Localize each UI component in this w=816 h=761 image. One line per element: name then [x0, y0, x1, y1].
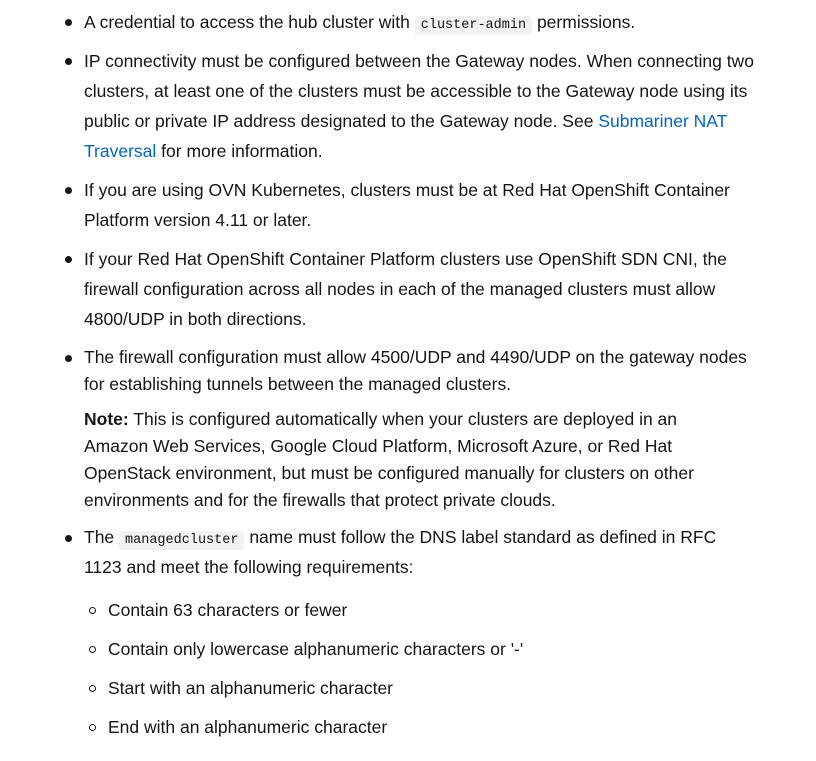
sub-item-end-alphanumeric [108, 712, 748, 742]
sub-item-text: Contain 63 characters or fewer [108, 600, 348, 620]
hollow-bullet-icon [89, 646, 96, 653]
list-item-ovn-kubernetes [84, 175, 754, 235]
item-text: IP connectivity must be configured between the Gateway nodes. When connecting two clusters, at least one of the clusters must be accessible to the Gateway node using its public or private IP address designated to the Gateway node. See [84, 51, 754, 131]
submariner-nat-traversal-link[interactable]: Submariner NAT Traversal [84, 111, 728, 161]
item-text: permissions. [536, 12, 636, 32]
item-text: A credential to access the hub cluster with [84, 12, 410, 32]
bullet-icon [65, 58, 72, 65]
hollow-bullet-icon [89, 607, 96, 614]
note-text: This is configured automatically when your clusters are deployed in an Amazon Web Services, Google Cloud Platform, Microsoft Azure, or Red Hat OpenStack environment, but must be configured manually for clusters on other environments and for the firewalls that protect private clouds. [84, 409, 694, 510]
sub-item-lowercase [108, 634, 748, 664]
item-text: If your Red Hat OpenShift Container Platform clusters use OpenShift SDN CNI, the firewall configuration across all nodes in each of the managed clusters must allow 4800/UDP in both directions. [84, 249, 727, 329]
note-label: Note: [84, 409, 129, 429]
bullet-icon [65, 535, 72, 542]
list-item-managedcluster-name [84, 524, 754, 581]
sub-item-text: End with an alphanumeric character [108, 717, 388, 737]
sub-item-text: Contain only lowercase alphanumeric characters or '-' [108, 639, 524, 659]
item-text: for more information. [161, 141, 323, 161]
item-text: name must follow the DNS label standard as defined in RFC 1123 and meet the following requirements: [84, 527, 717, 577]
list-item-openshift-sdn [84, 244, 754, 334]
sub-item-text: Start with an alphanumeric character [108, 678, 393, 698]
bullet-icon [65, 19, 72, 26]
item-text: The firewall configuration must allow 4500/UDP and 4490/UDP on the gateway nodes for establishing tunnels between the managed clusters. [84, 347, 747, 394]
list-item-ip-connectivity [84, 46, 754, 166]
list-item-credential [84, 7, 754, 41]
bullet-icon [65, 355, 72, 362]
firewall-note [84, 406, 724, 514]
inline-code-managedcluster: managedcluster [119, 531, 244, 550]
bullet-icon [65, 187, 72, 194]
sub-item-start-alphanumeric [108, 673, 748, 703]
hollow-bullet-icon [89, 724, 96, 731]
item-text: The [84, 527, 115, 547]
sub-item-max-length [108, 595, 748, 625]
inline-code-cluster-admin: cluster-admin [415, 16, 532, 35]
list-item-firewall [84, 344, 754, 398]
bullet-icon [65, 256, 72, 263]
hollow-bullet-icon [89, 685, 96, 692]
item-text: If you are using OVN Kubernetes, clusters must be at Red Hat OpenShift Container Platform version 4.11 or later. [84, 180, 730, 230]
